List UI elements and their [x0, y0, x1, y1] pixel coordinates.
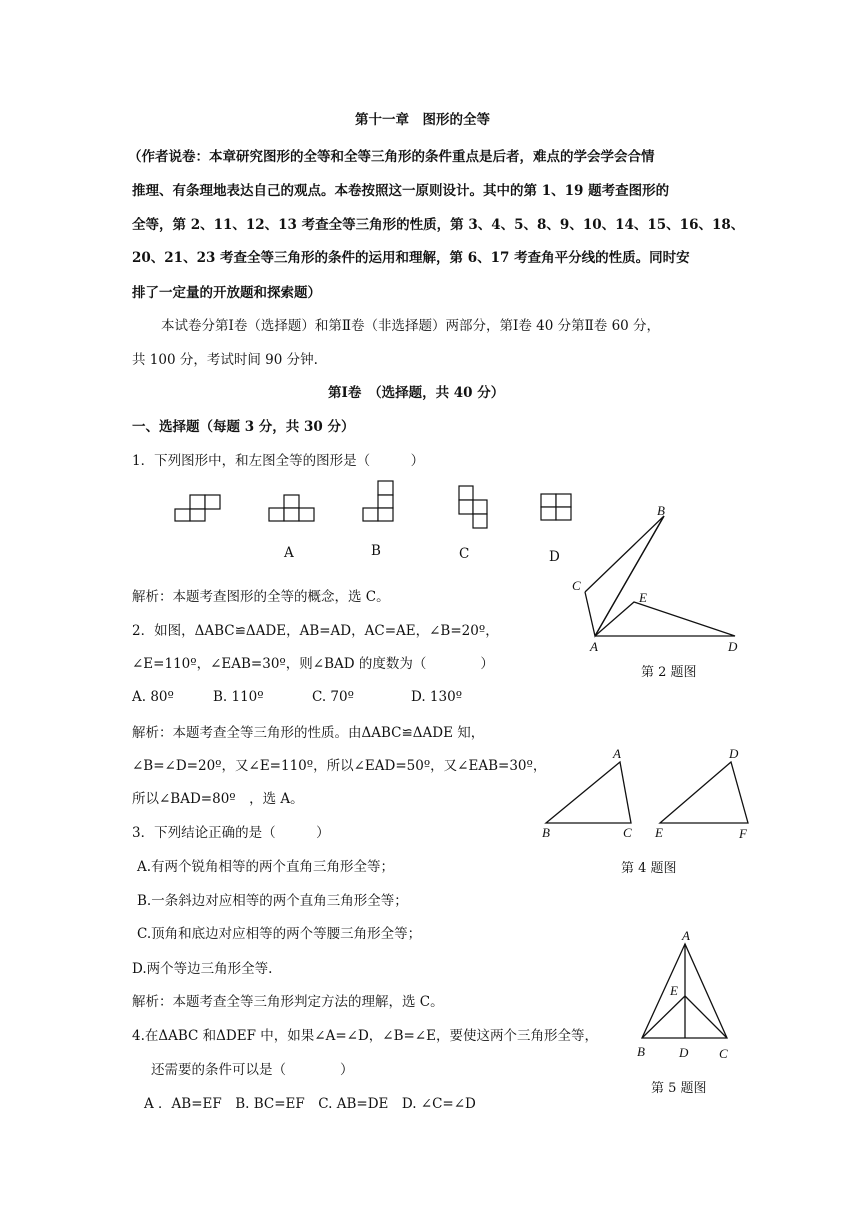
q1-option-c-label: C: [459, 546, 470, 562]
q4-options: A ．AB=EF B. BC=EF C. AB=DE D. ∠C=∠D: [144, 1096, 476, 1112]
q2-option-c: C. 70º: [312, 689, 354, 705]
q5-label-a: A: [682, 928, 690, 943]
q2-analysis-line-3: 所以∠BAD=80º ，选 A。: [132, 791, 304, 807]
q5-figure: [642, 944, 727, 1038]
q2-option-b: B. 110º: [213, 689, 264, 705]
q2-label-d: D: [728, 639, 738, 654]
q1-original-shape: [175, 495, 220, 521]
q3-stem: 3．下列结论正确的是（ ）: [132, 825, 330, 841]
intro-line-4: 20、21、23 考查全等三角形的条件的运用和理解，第 6、17 考查角平分线的性质。同时安: [132, 250, 690, 266]
q3-option-d: D.两个等边三角形全等.: [132, 961, 273, 977]
q1-option-d-shape: [541, 494, 571, 520]
q5-label-b: B: [637, 1044, 645, 1059]
exam-info-line-1: 本试卷分第Ⅰ卷（选择题）和第Ⅱ卷（非选择题）两部分，第Ⅰ卷 40 分第Ⅱ卷 60 分，: [161, 318, 661, 334]
q2-option-d: D. 130º: [411, 689, 463, 705]
intro-line-3: 全等，第 2、11、12、13 考查全等三角形的性质，第 3、4、5、8、9、10、14、15、16、18、: [132, 217, 745, 233]
q4-figure: [546, 762, 748, 823]
q2-analysis-line-1: 解析：本题考查全等三角形的性质。由ΔABC≌ΔADE 知，: [132, 725, 485, 741]
q2-figure-caption: 第 2 题图: [641, 665, 697, 680]
exam-info-line-2: 共 100 分，考试时间 90 分钟.: [132, 352, 318, 368]
q5-label-c: C: [719, 1046, 728, 1061]
q4-label-e: E: [655, 825, 663, 840]
section1-title: 一、选择题（每题 3 分，共 30 分）: [132, 419, 355, 435]
q1-analysis: 解析：本题考查图形的全等的概念，选 C。: [132, 589, 390, 605]
q2-label-a: A: [590, 639, 598, 654]
q4-label-a: A: [613, 746, 621, 761]
part1-title: 第Ⅰ卷 （选择题，共 40 分）: [328, 385, 505, 401]
q2-line-2: ∠E=110º，∠EAB=30º，则∠BAD 的度数为（ ）: [132, 656, 494, 672]
q4-line-1: 4.在ΔABC 和ΔDEF 中，如果∠A=∠D，∠B=∠E，要使这两个三角形全等，: [132, 1028, 598, 1044]
q2-option-a: A. 80º: [132, 689, 174, 705]
q2-label-b: B: [657, 503, 665, 518]
q1-stem: 1．下列图形中，和左图全等的图形是（ ）: [132, 453, 425, 469]
q4-label-c: C: [623, 825, 632, 840]
q3-option-c: C.顶角和底边对应相等的两个等腰三角形全等；: [137, 926, 422, 942]
q1-option-a-shape: [269, 495, 314, 521]
q1-option-c-shape: [459, 486, 487, 528]
q3-option-b: B.一条斜边对应相等的两个直角三角形全等；: [137, 893, 408, 909]
q1-option-d-label: D: [549, 549, 560, 565]
q1-option-b-label: B: [371, 543, 381, 559]
intro-line-1: （作者说卷：本章研究图形的全等和全等三角形的条件重点是后者，难点的学会学会合情: [128, 149, 655, 165]
q5-label-d: D: [679, 1045, 689, 1060]
q2-analysis-line-2: ∠B=∠D=20º，又∠E=110º，所以∠EAD=50º，又∠EAB=30º，: [132, 758, 547, 774]
q2-label-e: E: [639, 590, 647, 605]
q5-label-e: E: [670, 983, 678, 998]
q4-label-b: B: [542, 825, 550, 840]
q5-figure-caption: 第 5 题图: [651, 1081, 707, 1096]
q3-analysis: 解析：本题考查全等三角形判定方法的理解，选 C。: [132, 994, 444, 1010]
q4-label-f: F: [739, 826, 747, 841]
chapter-title: 第十一章 图形的全等: [355, 112, 490, 128]
q1-option-a-label: A: [284, 545, 294, 561]
q4-figure-caption: 第 4 题图: [621, 861, 677, 876]
q2-label-c: C: [572, 578, 581, 593]
q4-label-d: D: [729, 746, 739, 761]
intro-line-2: 推理、有条理地表达自己的观点。本卷按照这一原则设计。其中的第 1、19 题考查图形的: [132, 183, 670, 199]
q1-option-b-shape: [363, 481, 393, 521]
q4-line-2: 还需要的条件可以是（ ）: [151, 1062, 354, 1078]
intro-line-5: 排了一定量的开放题和探索题）: [132, 285, 321, 301]
q2-line-1: 2．如图，ΔABC≌ΔADE，AB=AD，AC=AE，∠B=20º，: [132, 623, 499, 639]
q2-figure: [585, 516, 735, 636]
q3-option-a: A.有两个锐角相等的两个直角三角形全等；: [137, 859, 395, 875]
